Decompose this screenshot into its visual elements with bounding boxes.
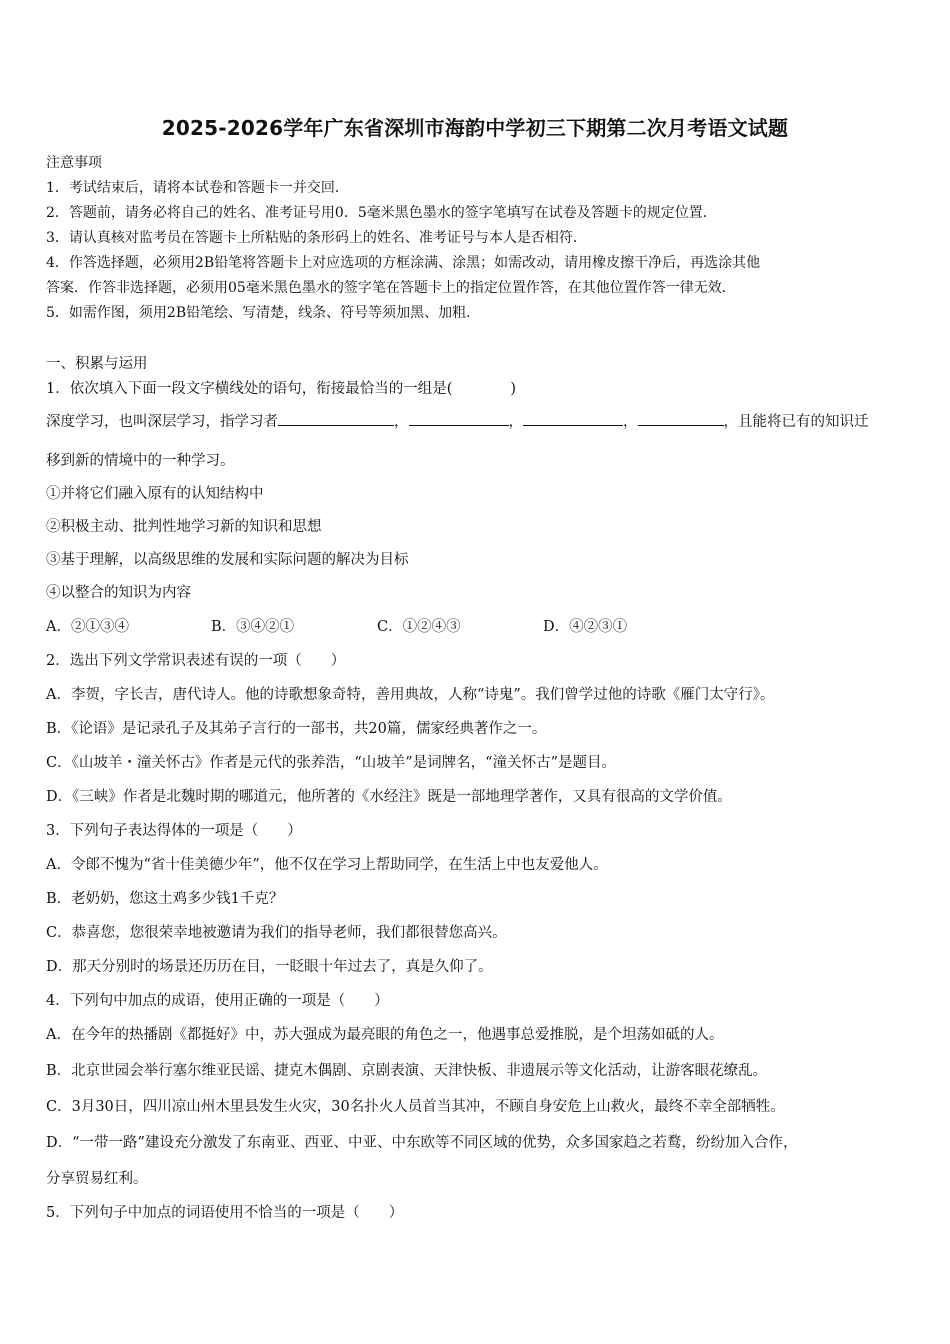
option-b[interactable]: B．③④②① xyxy=(211,619,295,635)
page-title: 2025-2026学年广东省深圳市海韵中学初三下期第二次月考语文试题 xyxy=(161,116,789,140)
option-c[interactable]: C．①②④③ xyxy=(377,619,461,635)
comma: ， xyxy=(394,414,409,430)
q1-passage-start: 深度学习，也叫深层学习，指学习者 xyxy=(46,414,278,430)
option-a[interactable]: A．在今年的热播剧《都挺好》中，苏大强成为最亮眼的角色之一，他遇事总爱推脱，是个坦荡如砥的人。 xyxy=(46,1027,724,1043)
option-d-cont: 分享贸易红利。 xyxy=(46,1171,148,1187)
note-item: 5．如需作图，须用2B铅笔绘、写清楚，线条、符号等须加黑、加粗． xyxy=(46,305,481,321)
blank-line[interactable] xyxy=(409,411,509,426)
option-c[interactable]: C．恭喜您，您很荣幸地被邀请为我们的指导老师，我们都很替您高兴。 xyxy=(46,925,507,941)
blank-line[interactable] xyxy=(638,411,724,426)
q1-passage-end: ，且能将已有的知识迁 xyxy=(723,414,869,430)
note-item: 4．作答选择题，必须用2B铅笔将答题卡上对应选项的方框涂满、涂黑；如需改动，请用橡皮擦干净后，再选涂其他 xyxy=(46,255,761,271)
section-heading: 一、积累与运用 xyxy=(46,356,148,372)
option-b[interactable]: B．老奶奶，您这土鸡多少钱1千克？ xyxy=(46,891,284,907)
option-a[interactable]: A．李贺，字长吉，唐代诗人。他的诗歌想象奇特，善用典故，人称“诗鬼”。我们曾学过他的诗歌《雁门太守行》。 xyxy=(46,687,775,703)
option-a[interactable]: A．令郎不愧为“省十佳美德少年”，他不仅在学习上帮助同学，在生活上中也友爱他人。 xyxy=(46,857,608,873)
option-a[interactable]: A．②①③④ xyxy=(46,619,129,635)
option-d[interactable]: D．那天分别时的场景还历历在目，一眨眼十年过去了，真是久仰了。 xyxy=(46,959,493,975)
q5-stem: 5．下列句子中加点的词语使用不恰当的一项是（ ） xyxy=(46,1205,404,1221)
q3-stem: 3．下列句子表达得体的一项是（ ） xyxy=(46,823,302,839)
note-item: 3．请认真核对监考员在答题卡上所粘贴的条形码上的姓名、准考证号与本人是否相符． xyxy=(46,230,587,246)
q1-options xyxy=(46,615,906,635)
option-c[interactable]: C．《山坡羊・潼关怀古》作者是元代的张养浩，“山坡羊”是词牌名，“潼关怀古”是题目。 xyxy=(46,755,616,771)
q1-item: ①并将它们融入原有的认知结构中 xyxy=(46,486,264,502)
comma: ， xyxy=(508,414,523,430)
q1-item: ④以整合的知识为内容 xyxy=(46,585,191,601)
q1-passage xyxy=(46,410,869,431)
note-item: 2．答题前，请务必将自己的姓名、准考证号用0．5毫米黑色墨水的签字笔填写在试卷及答题卡的规定位置． xyxy=(46,205,717,221)
notes-heading: 注意事项 xyxy=(46,155,102,171)
note-item: 答案．作答非选择题，必须用05毫米黑色墨水的签字笔在答题卡上的指定位置作答，在其他位置作答一律无效． xyxy=(46,280,736,296)
q1-passage-cont: 移到新的情境中的一种学习。 xyxy=(46,453,235,469)
q1-stem: 1．依次填入下面一段文字横线处的语句，衔接最恰当的一组是( ) xyxy=(46,381,517,397)
q4-stem: 4．下列句中加点的成语，使用正确的一项是（ ） xyxy=(46,993,389,1009)
comma: ， xyxy=(623,414,638,430)
q1-item: ②积极主动、批判性地学习新的知识和思想 xyxy=(46,519,322,535)
option-d[interactable]: D．“一带一路”建设充分激发了东南亚、西亚、中亚、中东欧等不同区域的优势，众多国家趋之若鹜，纷纷加入合作， xyxy=(46,1135,798,1151)
blank-line[interactable] xyxy=(278,411,394,426)
q2-stem: 2．选出下列文学常识表述有误的一项（ ） xyxy=(46,653,346,669)
option-d[interactable]: D．《三峡》作者是北魏时期的哪道元，他所著的《水经注》既是一部地理学著作，又具有很高的文学价值。 xyxy=(46,789,732,805)
option-b[interactable]: B．《论语》是记录孔子及其弟子言行的一部书，共20篇，儒家经典著作之一。 xyxy=(46,721,547,737)
blank-line[interactable] xyxy=(523,411,623,426)
option-d[interactable]: D．④②③① xyxy=(543,619,628,635)
option-b[interactable]: B．北京世园会举行塞尔维亚民谣、捷克木偶剧、京剧表演、天津快板、非遗展示等文化活动，让游客眼花缭乱。 xyxy=(46,1063,768,1079)
option-c[interactable]: C．3月30日，四川凉山州木里县发生火灾，30名扑火人员首当其冲，不顾自身安危上山救火，最终不幸全部牺牲。 xyxy=(46,1099,785,1115)
note-item: 1．考试结束后，请将本试卷和答题卡一并交回． xyxy=(46,180,349,196)
q1-item: ③基于理解，以高级思维的发展和实际问题的解决为目标 xyxy=(46,552,409,568)
